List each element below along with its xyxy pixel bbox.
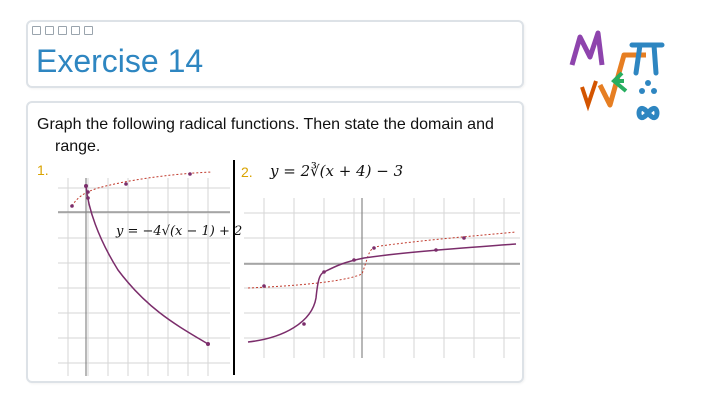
problem-2-number: 2.: [241, 164, 253, 180]
problem-1-equation: y = −4√(x − 1) + 2: [116, 224, 243, 239]
graph-1: [58, 178, 230, 376]
math-symbols-logo-icon: [562, 25, 682, 135]
problem-1-number: 1.: [37, 162, 49, 178]
slide-title: Exercise 14: [36, 43, 204, 79]
graph-2: [244, 198, 520, 358]
problem-2-equation: y = 2∛(x + 4) − 3: [270, 162, 404, 180]
instructions-text: Graph the following radical functions. Then state the domain and range.: [37, 116, 494, 155]
vertical-divider: [233, 160, 235, 375]
